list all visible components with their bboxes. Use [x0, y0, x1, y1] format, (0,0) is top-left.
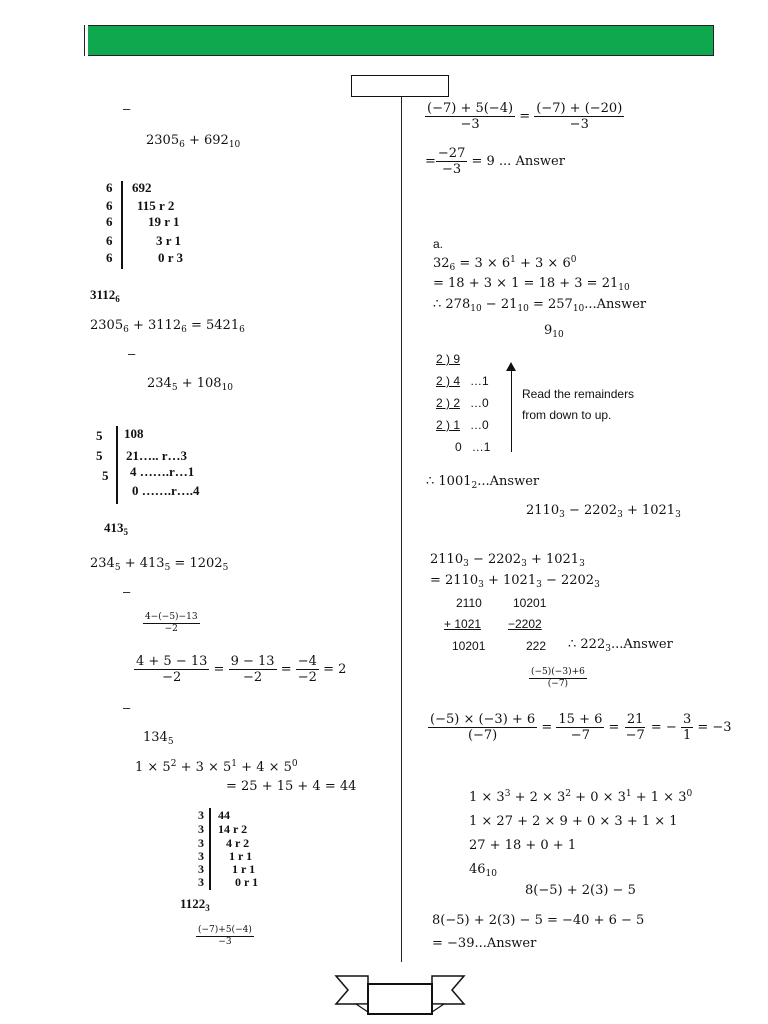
- q10-heading: 8(−5) + 2(3) − 5: [525, 883, 636, 898]
- column-divider: [401, 97, 402, 962]
- header-band: [84, 25, 714, 56]
- quotient-row: 4 r 2: [226, 836, 250, 850]
- q5-fraction-line: $\frac{(-7) + 5(-4)}{-3}$ = $\frac{(-7) + (-20)}{-3}$: [427, 101, 623, 132]
- q1-sum: $2305_6 + 3112_6 = 5421_6$: [90, 318, 245, 335]
- q7-line1: $2110_3 - 2202_3 + 1021_3$: [430, 552, 585, 569]
- q5-result-line: = $\frac{-27}{-3}$ = 9 ... Answer: [425, 146, 565, 177]
- q10-line2: = −39...Answer: [432, 936, 537, 951]
- q2-sum: $234_5 + 413_5 = 1202_5$: [90, 556, 229, 573]
- divisor: 6: [106, 250, 113, 265]
- division-bar: [116, 426, 118, 504]
- divisor: 6: [106, 214, 113, 229]
- divisor: 3: [198, 849, 204, 863]
- q6-line1: $32_6 = 3 \times 6^1 + 3 \times 6^0$: [433, 255, 577, 273]
- q7-answer: ∴ $222_3...Answer$: [568, 637, 673, 654]
- q8-small-fraction: $\frac{(-5)(-3)+6}{(-7)}$: [531, 667, 585, 689]
- q6-note-line1: Read the remainders: [522, 387, 635, 401]
- header-notch: [84, 25, 88, 56]
- q1-expression: $2305_6 + 692_{10}$: [146, 133, 241, 150]
- divisor: 3: [198, 808, 204, 822]
- quotient-row: 3 r 1: [156, 233, 182, 248]
- q7-col2-top: 10201: [513, 596, 547, 610]
- divisor: 5: [96, 428, 103, 443]
- divisor: 3: [198, 836, 204, 850]
- q4-expansion: $1 \times 5^2 + 3 \times 5^1 + 4 \times 5^0$: [135, 759, 298, 775]
- q3-small-fraction: $\frac{4-(-5)-13}{-2}$: [145, 612, 198, 634]
- ladder-row: 0 …1: [455, 440, 491, 454]
- ladder-row: 2 ) 1 …0: [436, 418, 489, 432]
- q7-col2-result: 222: [526, 639, 547, 653]
- divisor: 3: [198, 862, 204, 876]
- q7-line2: = $2110_3 + 1021_3 - 2202_3$: [430, 573, 600, 590]
- q6-line2: = $18 + 3 \times 1 = 18 + 3 = 21_{10}$: [433, 276, 630, 293]
- up-arrow-shaft: [511, 370, 512, 452]
- quotient-row: 44: [218, 808, 230, 822]
- q7-heading: $2110_3 - 2202_3 + 1021_3$: [526, 503, 681, 520]
- section-label-box: [351, 75, 449, 97]
- q4-total: = 25 + 15 + 4 = 44: [226, 779, 357, 794]
- q1-dash: –: [123, 101, 131, 116]
- divisor: 3: [198, 822, 204, 836]
- divisor: 3: [198, 875, 204, 889]
- quotient-row: 692: [132, 180, 152, 195]
- quotient-row: 19 r 1: [148, 214, 180, 229]
- quotient-row: 115 r 2: [137, 198, 175, 213]
- q4-small-fraction: $\frac{(-7)+5(-4)}{-3}$: [198, 925, 252, 947]
- divisor: 5: [102, 468, 109, 483]
- ladder-row: 2 ) 9: [436, 352, 461, 366]
- quotient-row: 0 r 1: [235, 875, 259, 889]
- quotient-row: 0 r 3: [158, 250, 184, 265]
- q7-col1-top: 2110: [456, 596, 482, 610]
- division-bar: [209, 808, 211, 890]
- quotient-row: 4 …….r…1: [130, 464, 195, 479]
- q7-col2-sub: −2202: [508, 617, 542, 631]
- q9-line2: 1 × 27 + 2 × 9 + 0 × 3 + 1 × 1: [469, 814, 678, 829]
- division-bar: [121, 181, 123, 269]
- q2-expression: $234_5 + 108_{10}$: [147, 376, 234, 393]
- q1-result: $3112_6$: [90, 287, 120, 304]
- quotient-row: 1 r 1: [232, 862, 256, 876]
- quotient-row: 14 r 2: [218, 822, 248, 836]
- q6-answer: ∴ $1001_2...Answer$: [426, 474, 540, 491]
- q4-dash: –: [123, 700, 131, 715]
- ladder-row: 2 ) 4 …1: [436, 374, 489, 388]
- q6-line3: ∴ $278_{10} - 21_{10}$ = $257_{10}...Answer$: [433, 297, 647, 314]
- q7-col1-result: 10201: [452, 639, 486, 653]
- quotient-row: 108: [124, 426, 144, 441]
- divisor: 6: [106, 198, 113, 213]
- q2-dash: –: [128, 346, 136, 361]
- q6-label: a.: [433, 237, 444, 251]
- q9-line1: $1 \times 3^3 + 2 \times 3^2 + 0 \times 3^1 + 1 \times 3^0$: [469, 789, 693, 805]
- q8-fraction-line: $\frac{(-5) \times (-3) + 6}{(-7)}$ = $\frac{15 + 6}{-7}$ = $\frac{21}{-7}$ = − $\frac{3}{1}$ = −3: [430, 712, 732, 743]
- divisor: 6: [106, 180, 113, 195]
- quotient-row: 21….. r…3: [126, 448, 188, 463]
- q4-number: $134_5$: [143, 730, 174, 747]
- q3-dash: –: [123, 584, 131, 599]
- q6-heading-nine: $9_{10}$: [544, 323, 564, 340]
- quotient-row: 1 r 1: [229, 849, 253, 863]
- ladder-row: 2 ) 2 …0: [436, 396, 489, 410]
- divisor: 5: [96, 448, 103, 463]
- q10-line1: 8(−5) + 2(3) − 5 = −40 + 6 − 5: [432, 913, 645, 928]
- q2-result: $413_5$: [104, 520, 128, 537]
- quotient-row: 0 …….r….4: [132, 483, 200, 498]
- q4-result: $1122_3$: [180, 896, 210, 913]
- divisor: 6: [106, 233, 113, 248]
- q7-col1-add: + 1021: [444, 617, 482, 631]
- q9-line3: 27 + 18 + 0 + 1: [469, 838, 577, 853]
- q9-line4: $46_{10}$: [469, 862, 497, 879]
- q3-fraction-line: $\frac{4 + 5 - 13}{-2}$ = $\frac{9 - 13}{-2}$ = $\frac{-4}{-2}$ = 2: [136, 654, 347, 685]
- footer-ribbon-banner: [334, 970, 466, 1018]
- q6-note-line2: from down to up.: [522, 408, 612, 422]
